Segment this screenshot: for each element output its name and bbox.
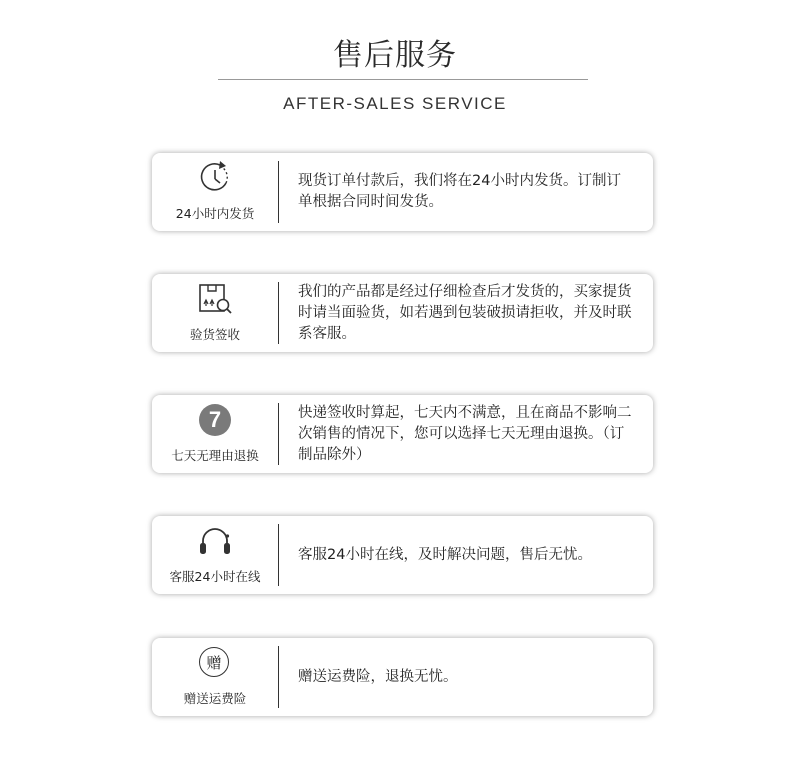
- card-divider: [278, 646, 279, 708]
- service-label: 24小时内发货: [175, 206, 255, 221]
- service-description: 快递签收时算起，七天内不满意，且在商品不影响二次销售的情况下，您可以选择七天无理由退换。（订制品除外）: [298, 404, 632, 463]
- service-card-shipping: [152, 153, 653, 231]
- seven-badge: 7: [199, 404, 231, 436]
- seven-badge-icon: [196, 401, 234, 439]
- service-label: 客服24小时在线: [169, 569, 261, 584]
- service-label: 验货签收: [189, 327, 240, 342]
- headset-icon: [196, 522, 234, 560]
- card-divider: [278, 403, 279, 465]
- page-subtitle: AFTER-SALES SERVICE: [283, 94, 507, 113]
- service-description: 我们的产品都是经过仔细检查后才发货的，买家提货时请当面验货，如若遇到包装破损请拒收，并及时联系客服。: [298, 283, 632, 342]
- gift-seal: 赠: [199, 647, 229, 677]
- package-inspect-icon: [196, 280, 234, 318]
- service-description: 现货订单付款后，我们将在24小时内发货。订制订单根据合同时间发货。: [298, 173, 621, 210]
- card-divider: [278, 282, 279, 344]
- card-divider: [278, 161, 279, 223]
- card-divider: [278, 524, 279, 586]
- service-label: 赠送运费险: [183, 691, 247, 706]
- service-card-returns: [152, 395, 653, 473]
- clock-icon: [196, 159, 234, 197]
- service-description: 赠送运费险，退换无忧。: [298, 668, 458, 685]
- gift-seal-icon: [196, 644, 234, 682]
- service-description: 客服24小时在线，及时解决问题，售后无忧。: [298, 546, 592, 563]
- service-card-inspection: [152, 274, 653, 352]
- service-label: 七天无理由退换: [171, 448, 259, 463]
- service-card-support: [152, 516, 653, 594]
- service-card-insurance: [152, 638, 653, 716]
- title-divider: [218, 79, 588, 80]
- page-title: 售后服务: [333, 38, 457, 73]
